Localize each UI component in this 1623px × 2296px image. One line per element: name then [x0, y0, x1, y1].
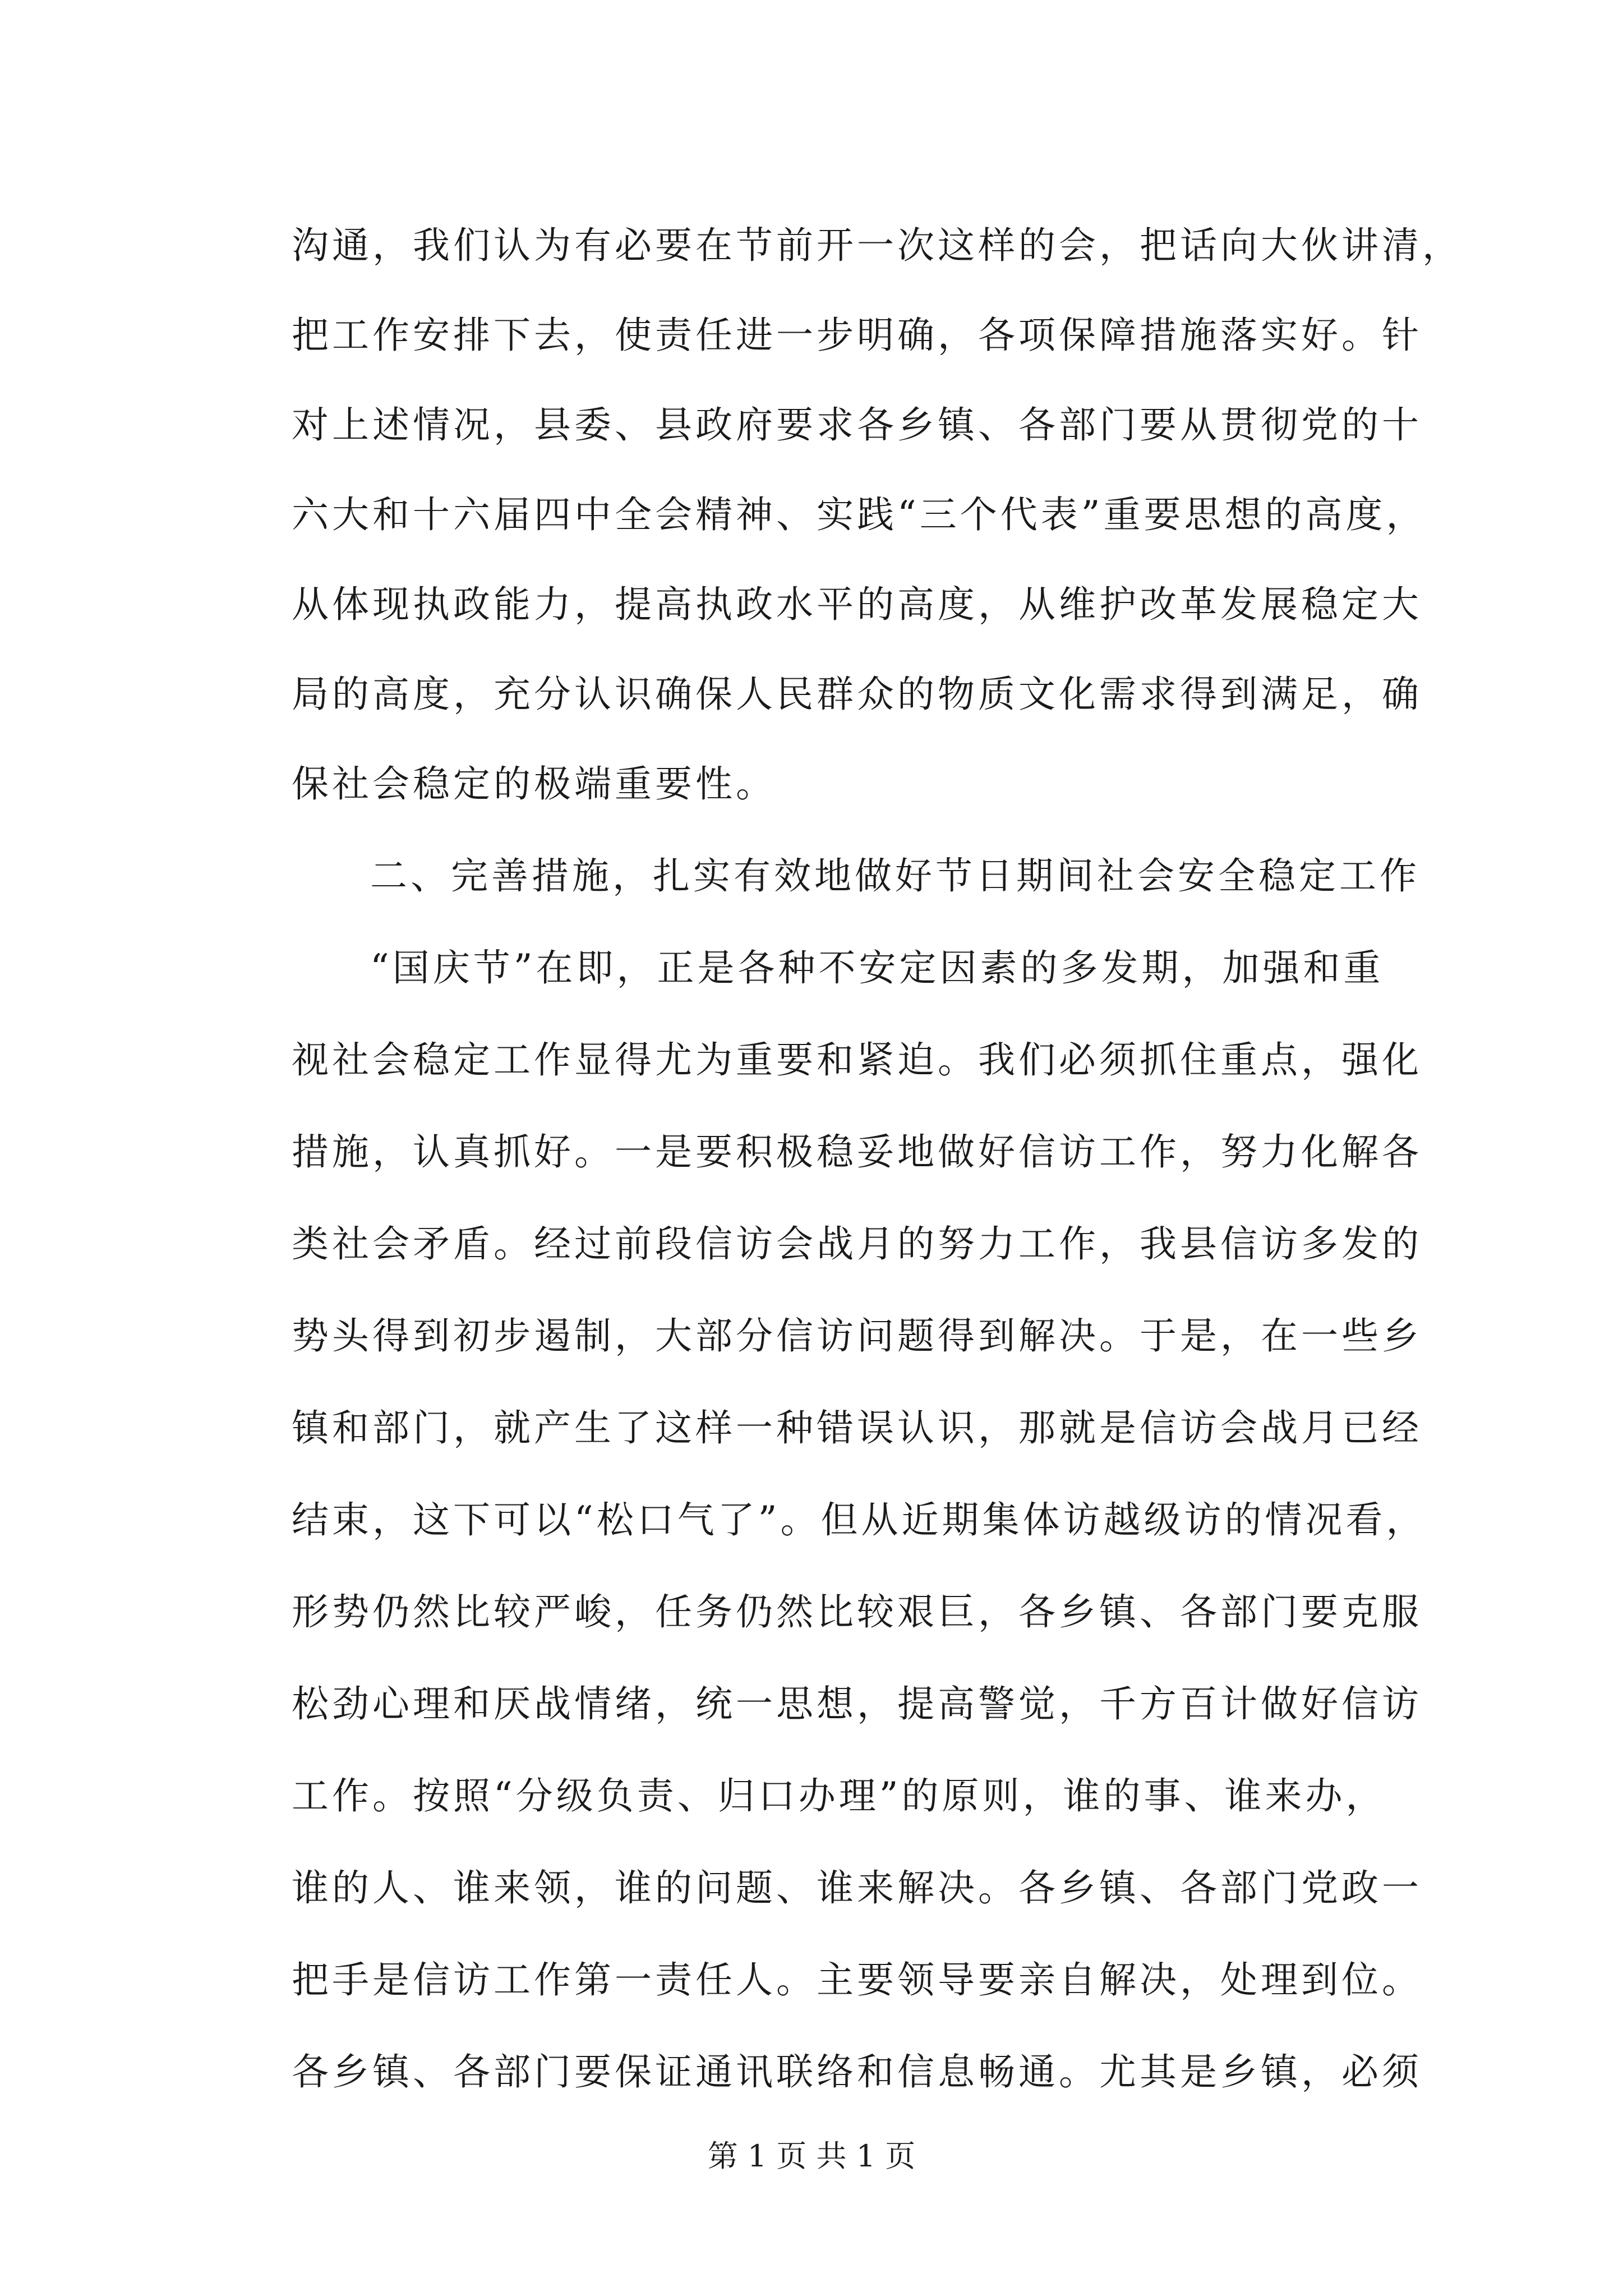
body-line: 从体现执政能力，提高执政水平的高度，从维护改革发展稳定大 [292, 583, 1422, 626]
body-line: 形势仍然比较严峻，任务仍然比较艰巨，各乡镇、各部门要克服 [292, 1590, 1422, 1634]
body-line: 结束，这下可以“松口气了”。但从近期集体访越级访的情况看， [292, 1498, 1427, 1542]
body-line: 把工作安排下去，使责任进一步明确，各项保障措施落实好。针 [292, 314, 1422, 357]
body-line: 各乡镇、各部门要保证通讯联络和信息畅通。尤其是乡镇，必须 [292, 2050, 1422, 2093]
body-line: 谁的人、谁来领，谁的问题、谁来解决。各乡镇、各部门党政一 [292, 1866, 1422, 1910]
body-line: 六大和十六届四中全会精神、实践“三个代表”重要思想的高度， [292, 493, 1427, 536]
body-line: 把手是信访工作第一责任人。主要领导要亲自解决，处理到位。 [292, 1958, 1422, 2001]
body-line: 措施，认真抓好。一是要积极稳妥地做好信访工作，努力化解各 [292, 1130, 1422, 1174]
body-line: 势头得到初步遏制，大部分信访问题得到解决。于是，在一些乡 [292, 1314, 1422, 1358]
body-line: 沟通，我们认为有必要在节前开一次这样的会，把话向大伙讲清， [292, 224, 1463, 267]
body-line: 保社会稳定的极端重要性。 [292, 762, 776, 806]
body-line: 类社会矛盾。经过前段信访会战月的努力工作，我县信访多发的 [292, 1222, 1422, 1266]
body-line: 镇和部门，就产生了这样一种错误认识，那就是信访会战月已经 [292, 1406, 1422, 1450]
body-line: 工作。按照“分级负责、归口办理”的原则，谁的事、谁来办， [292, 1774, 1386, 1818]
body-line: 视社会稳定工作显得尤为重要和紧迫。我们必须抓住重点，强化 [292, 1038, 1422, 1082]
section-heading: 二、完善措施，扎实有效地做好节日期间社会安全稳定工作 [370, 854, 1420, 898]
body-line: 对上述情况，县委、县政府要求各乡镇、各部门要从贯彻党的十 [292, 403, 1422, 447]
page-footer: 第 1 页 共 1 页 [707, 2138, 916, 2174]
body-line: 局的高度，充分认识确保人民群众的物质文化需求得到满足，确 [292, 673, 1422, 716]
body-line: “国庆节”在即，正是各种不安定因素的多发期，加强和重 [370, 946, 1384, 990]
body-line: 松劲心理和厌战情绪，统一思想，提高警觉，千方百计做好信访 [292, 1682, 1422, 1726]
